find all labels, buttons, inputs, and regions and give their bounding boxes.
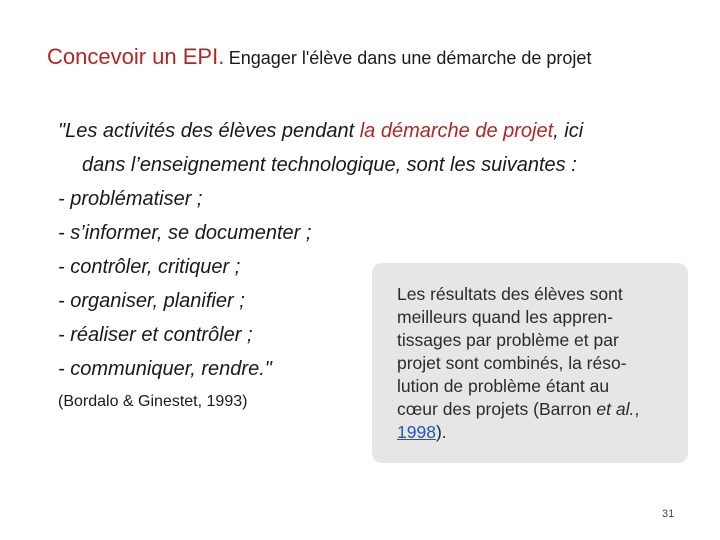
slide-title-main: Concevoir un EPI. — [47, 44, 225, 69]
quote-et-al: et al. — [596, 399, 635, 419]
body-line-1-end: , ici — [553, 120, 584, 142]
quote-line: projet sont combinés, la réso- — [397, 353, 627, 373]
list-item: - organiser, planifier ; — [58, 290, 245, 312]
citation: (Bordalo & Ginestet, 1993) — [58, 393, 248, 410]
quote-line-6-start: cœur des projets (Barron — [397, 399, 597, 419]
quote-line: Les résultats des élèves sont — [397, 284, 623, 304]
quote-box-text — [397, 283, 687, 444]
list-item: - contrôler, critiquer ; — [58, 256, 241, 278]
reference-link[interactable]: 1998 — [397, 422, 436, 442]
body-line-1 — [58, 114, 678, 148]
quote-box — [372, 263, 688, 463]
slide-title — [47, 44, 591, 70]
list-item: - réaliser et contrôler ; — [58, 324, 253, 346]
quote-line-6 — [397, 398, 687, 421]
page-number: 31 — [662, 508, 675, 520]
body-line-1-start: "Les activités des élèves pendant — [58, 120, 360, 142]
quote-line-7 — [397, 421, 687, 444]
list-item: - communiquer, rendre." — [58, 358, 272, 380]
slide-title-subtitle: Engager l'élève dans une démarche de projet — [228, 48, 592, 68]
list-item: - problématiser ; — [58, 188, 203, 210]
quote-line: tissages par problème et par — [397, 330, 619, 350]
list-item: - s’informer, se documenter ; — [58, 222, 312, 244]
quote-line-6-end: , — [634, 399, 640, 419]
quote-line: lution de problème étant au — [397, 376, 610, 396]
quote-line: meilleurs quand les appren- — [397, 307, 613, 327]
quote-end: ). — [435, 422, 447, 442]
body-line-2: dans l’enseignement technologique, sont les suivantes : — [82, 154, 577, 176]
body-highlight: la démarche de projet — [359, 120, 554, 142]
